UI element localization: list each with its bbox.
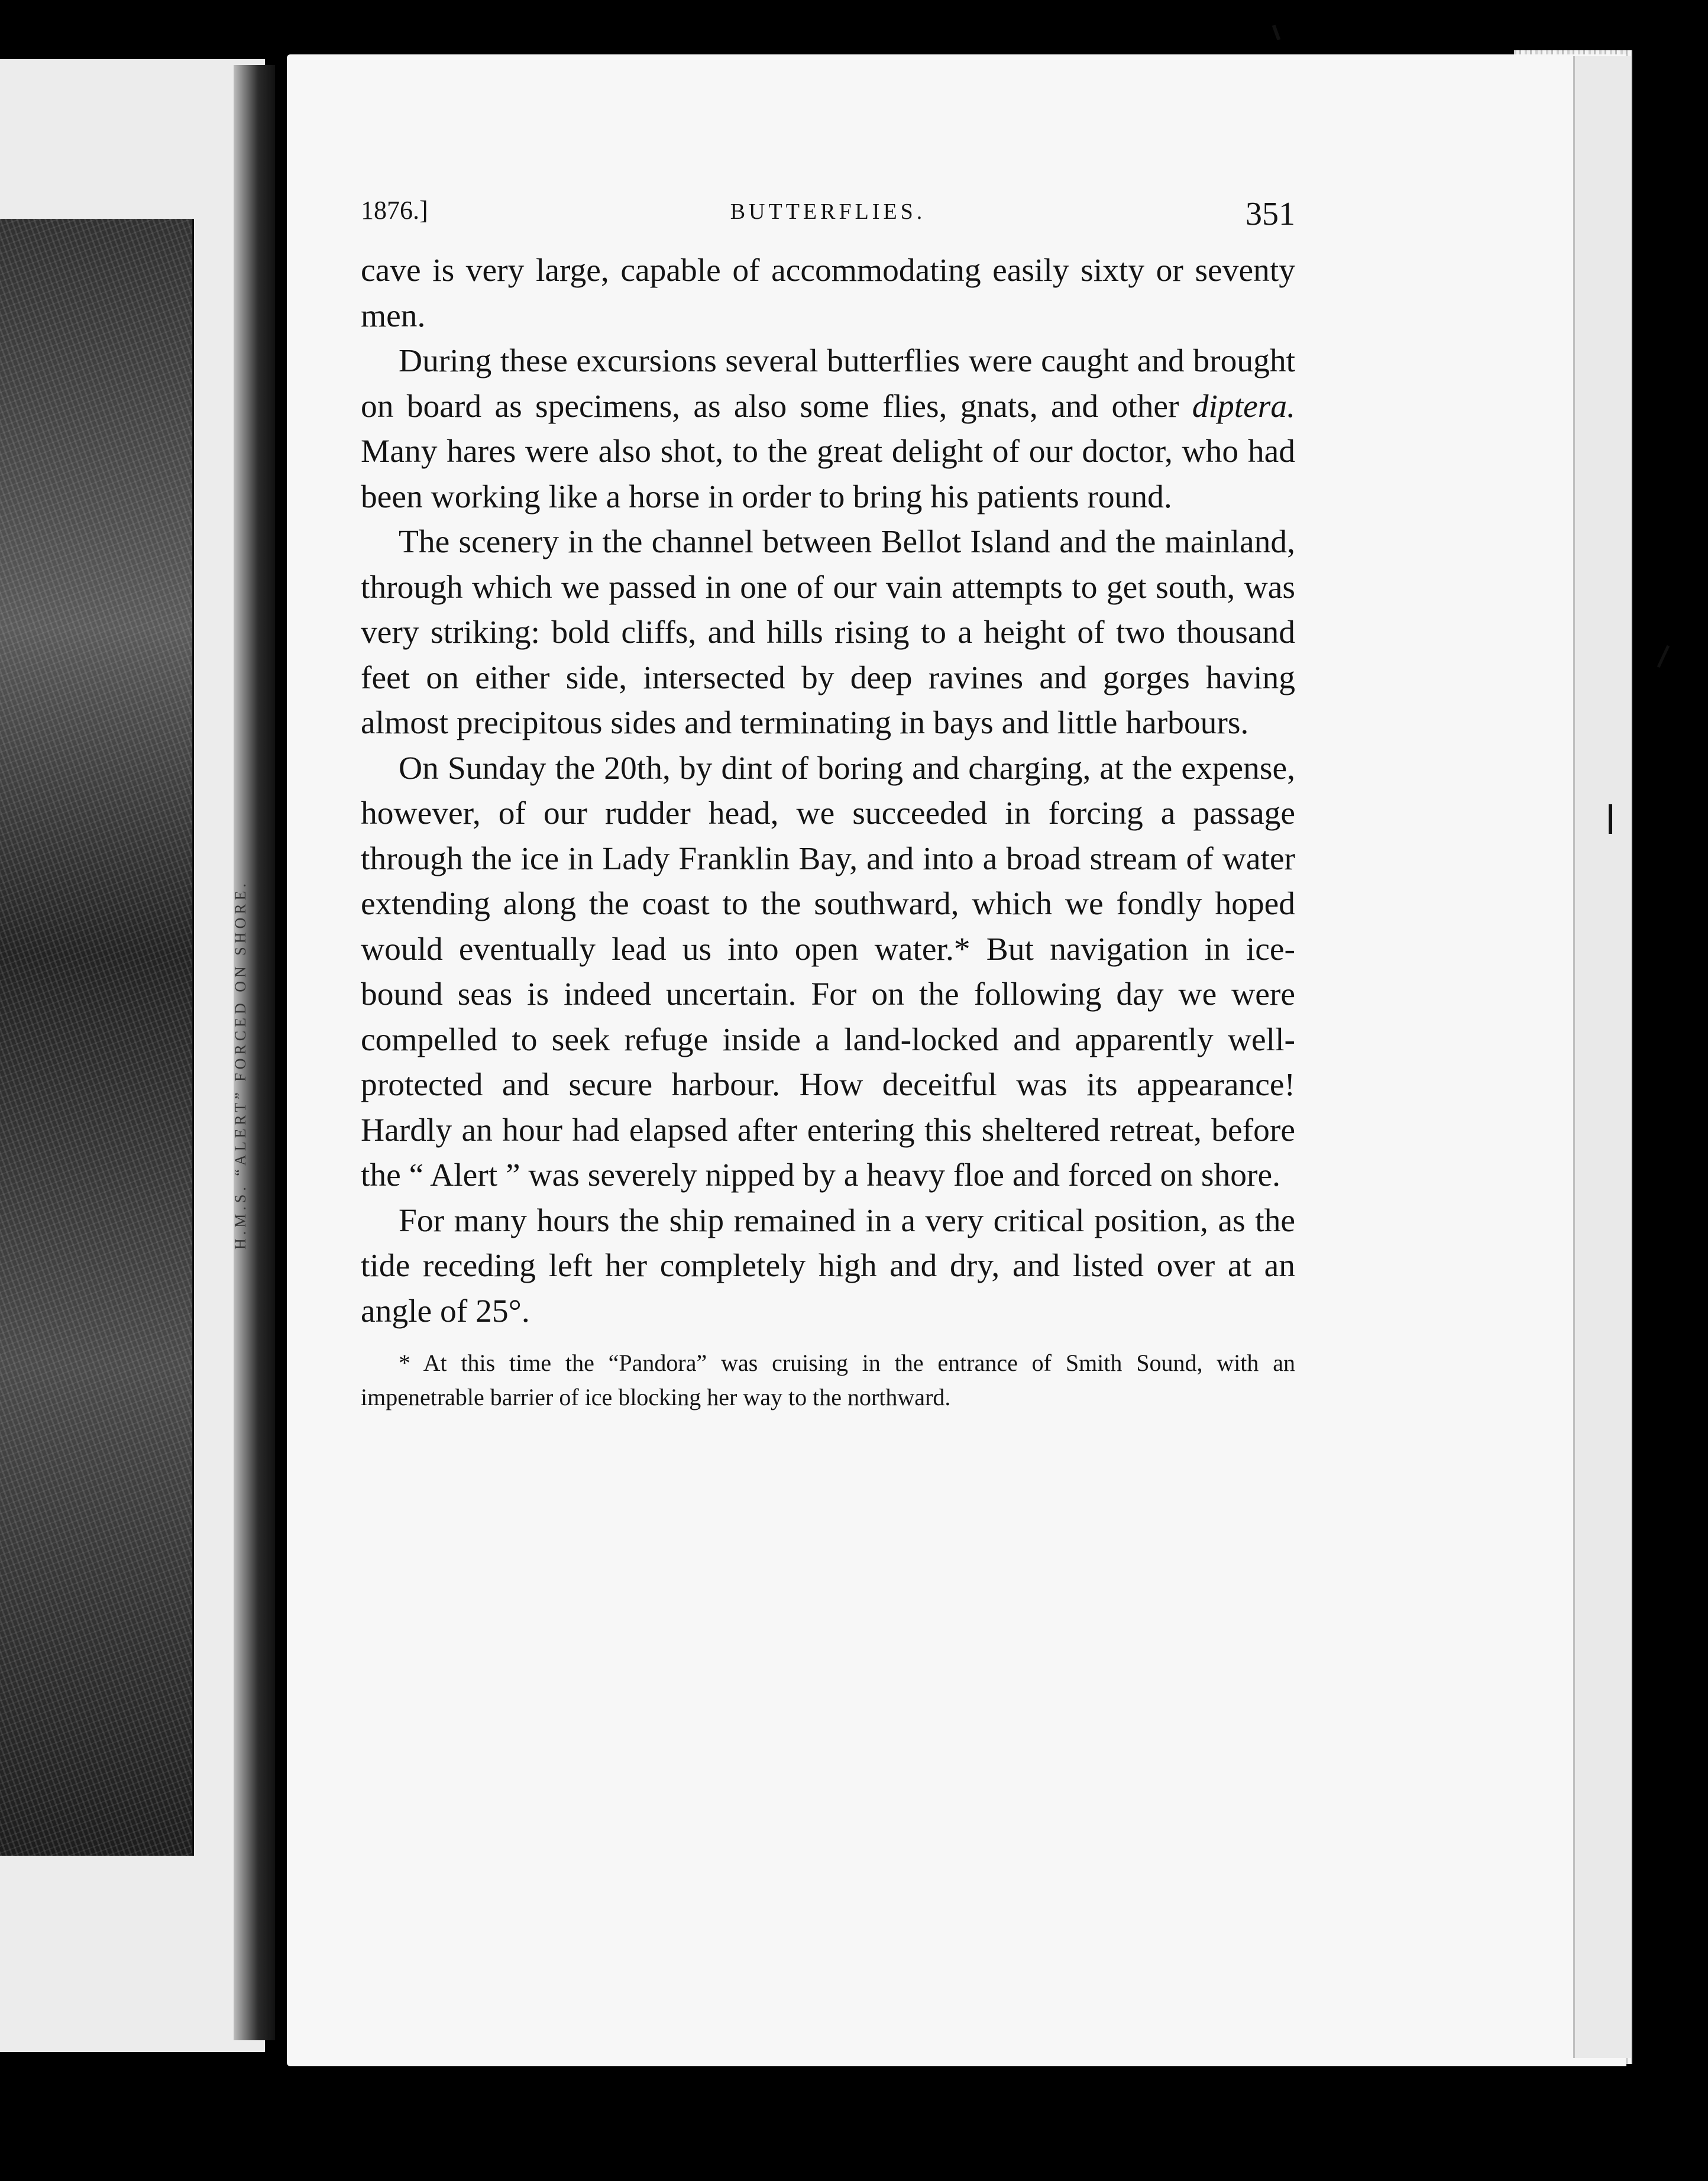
running-head [361, 195, 1295, 248]
paragraph: For many hours the ship remained in a very critical position, as the tide receding left her completely high and dry, and listed over at an angle of 25°. [361, 1202, 1295, 1329]
paragraph [361, 339, 1295, 520]
paragraph: cave is very large, capable of accommodating easily sixty or seventy men. [361, 253, 1295, 334]
page-text-block [361, 195, 1295, 1415]
paragraph: On Sunday the 20th, by dint of boring and charging, at the expense, however, of our rudder head, we succeeded in forcing a passage through the ice in Lady Franklin Bay, and into a broad stream of water extending along the coast to the southward, which we fondly hoped would eventually lead us into open water.* But navigation in ice-bound seas is indeed uncertain. For on the following day we were compelled to seek refuge inside a land-locked and apparently well-protected and secure harbour. How deceitful was its appearance! Hardly an hour had elapsed after entering this sheltered retreat, before the “ Alert ” was severely nipped by a heavy floe and forced on shore. [361, 750, 1295, 1193]
italic-term: diptera. [1192, 388, 1295, 425]
page-number: 351 [1246, 196, 1295, 232]
plate-caption: H.M.S. “ALERT” FORCED ON SHORE. [232, 879, 249, 1250]
running-head-title: BUTTERFLIES. [730, 199, 926, 224]
body-text [361, 248, 1295, 1334]
paragraph-text: During these excursions several butterflies were caught and brought on board as specimens, as also some flies, gnats, and other [361, 343, 1295, 425]
page-fore-edge-inner [1573, 56, 1631, 2058]
scan-speck [1657, 645, 1670, 668]
paragraph-text: Many hares were also shot, to the great delight of our doctor, who had been working like a horse in order to bring his patients round. [361, 433, 1295, 515]
engraved-plate-illustration [0, 219, 194, 1856]
paragraph: The scenery in the channel between Bellot Island and the mainland, through which we passed in one of our vain attempts to get south, was very striking: bold cliffs, and hills rising to a height of two thousand feet on either side, intersected by deep ravines and gorges having almost precipitous sides and terminating in bays and little harbours. [361, 524, 1295, 741]
footnote: * At this time the “Pandora” was cruising in the entrance of Smith Sound, with an impenetrable barrier of ice blocking her way to the northward. [361, 1350, 1295, 1410]
running-head-date: 1876.] [361, 196, 428, 225]
scan-speck [1272, 25, 1281, 40]
scan-speck [1609, 804, 1612, 834]
